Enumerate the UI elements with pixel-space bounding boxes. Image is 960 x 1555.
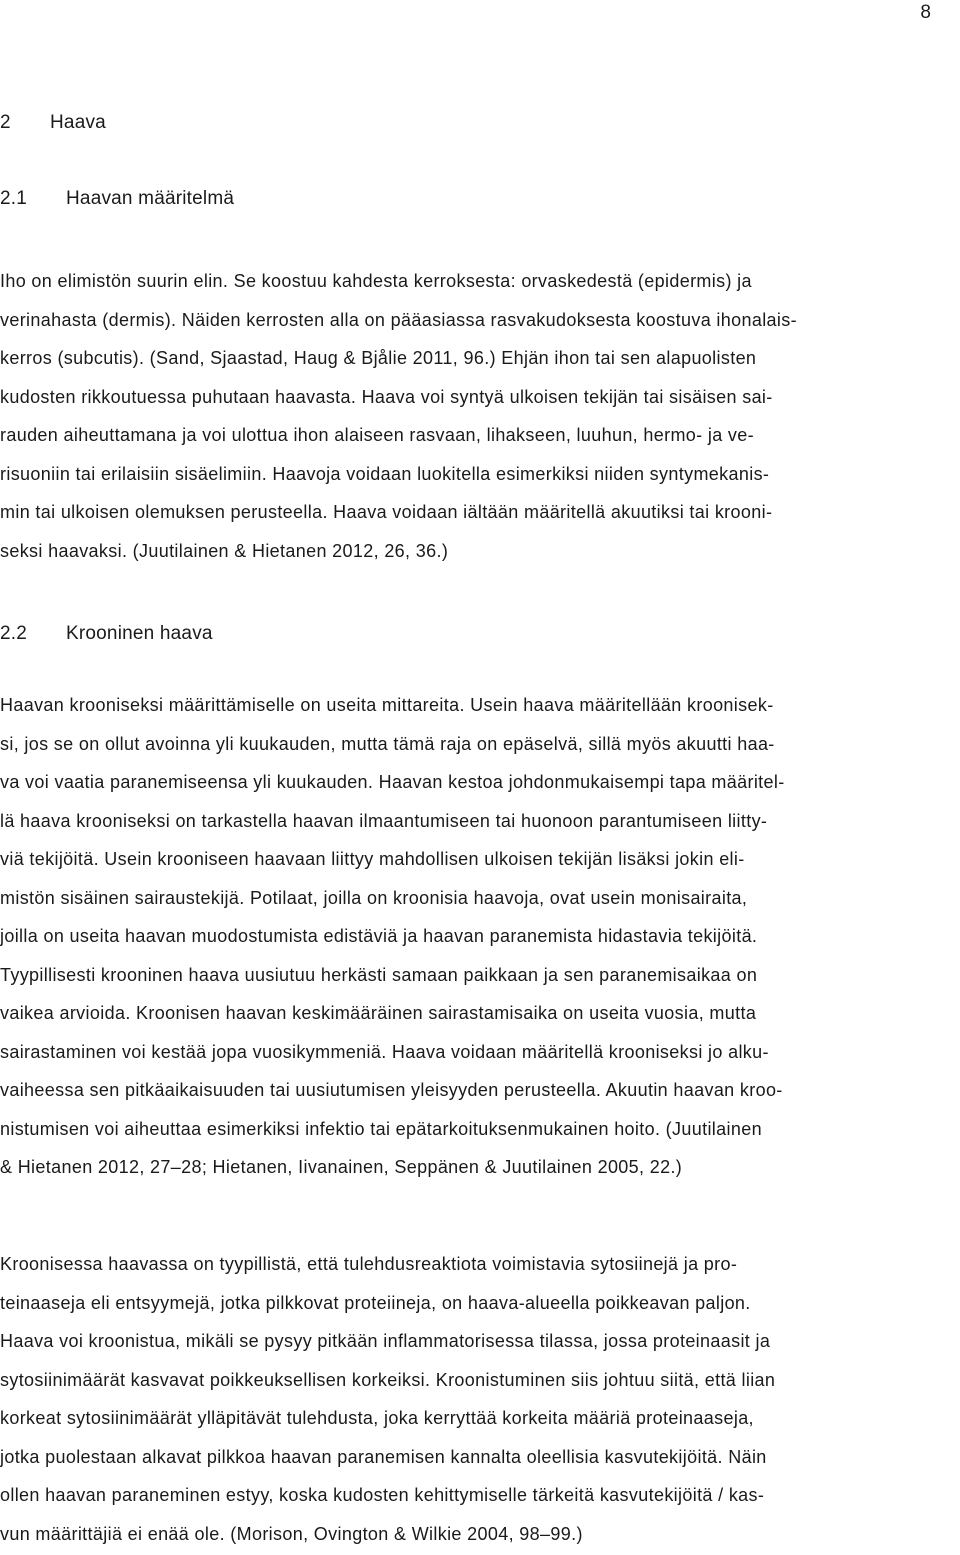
section-number: 2 — [0, 112, 11, 133]
text-line: vaiheessa sen pitkäaikaisuuden tai uusiutumisen yleisyyden perusteella. Akuutin haavan kroo- — [0, 1080, 783, 1100]
text-line: kerros (subcutis). (Sand, Sjaastad, Haug & Bjålie 2011, 96.) Ehjän ihon tai sen alapuolisten — [0, 348, 757, 368]
text-line: kudosten rikkoutuessa puhutaan haavasta. Haava voi syntyä ulkoisen tekijän tai sisäisen sai- — [0, 386, 773, 407]
text-line: korkeat sytosiinimäärät ylläpitävät tulehdusta, joka kerryttää korkeita määriä proteinaaseja, — [0, 1408, 754, 1428]
text-line: jotka puolestaan alkavat pilkkoa haavan paranemisen kannalta oleellisia kasvutekijöitä. Näin — [0, 1446, 767, 1467]
section-heading-2 — [0, 112, 106, 134]
text-line: min tai ulkoisen olemuksen perusteella. Haava voidaan iältään määritellä akuutiksi tai krooni- — [0, 502, 773, 522]
text-line: seksi haavaksi. (Juutilainen & Hietanen 2012, 26, 36.) — [0, 540, 449, 561]
section-heading-2-2 — [0, 623, 213, 645]
text-line: lä haava krooniseksi on tarkastella haavan ilmaantumiseen tai huonoon parantumiseen liitty- — [0, 810, 768, 831]
text-line: Iho on elimistön suurin elin. Se koostuu kahdesta kerroksesta: orvaskedestä (epidermis) ja — [0, 271, 752, 291]
text-line: joilla on useita haavan muodostumista edistäviä ja haavan paranemista hidastavia tekijöitä. — [0, 926, 758, 946]
text-line: Kroonisessa haavassa on tyypillistä, että tulehdusreaktiota voimistavia sytosiinejä ja pro- — [0, 1254, 738, 1274]
text-line: vaikea arvioida. Kroonisen haavan keskimääräinen sairastamisaika on useita vuosia, mutta — [0, 1003, 757, 1023]
text-line: sairastaminen voi kestää jopa vuosikymmeniä. Haava voidaan määritellä krooniseksi jo alku- — [0, 1041, 769, 1062]
text-line: rauden aiheuttamana ja voi ulottua ihon alaiseen rasvaan, lihakseen, luuhun, hermo- ja ve- — [0, 425, 754, 445]
paragraph-haavan-maaritelma — [0, 262, 958, 570]
text-line: vun määrittäjiä ei enää ole. (Morison, Ovington & Wilkie 2004, 98–99.) — [0, 1523, 583, 1544]
page-number: 8 — [920, 2, 931, 23]
paragraph-kroonistumisen-mekanismi — [0, 1245, 958, 1553]
text-line: mistön sisäinen sairaustekijä. Potilaat, joilla on kroonisia haavoja, ovat usein monisairaita, — [0, 887, 748, 908]
section-number: 2.1 — [0, 188, 28, 209]
text-line: nistumisen voi aiheuttaa esimerkiksi infektio tai epätarkoituksenmukainen hoito. (Juutilainen — [0, 1118, 762, 1139]
text-line: teinaaseja eli entsyymejä, jotka pilkkovat proteiineja, on haava-alueella poikkeavan paljon. — [0, 1292, 751, 1313]
text-line: & Hietanen 2012, 27–28; Hietanen, Iivanainen, Seppänen & Juutilainen 2005, 22.) — [0, 1157, 683, 1177]
section-title: Haava — [50, 112, 106, 133]
text-line: Tyypillisesti krooninen haava uusiutuu herkästi samaan paikkaan ja sen paranemisaikaa on — [0, 964, 758, 985]
text-line: sytosiinimäärät kasvavat poikkeuksellisen korkeiksi. Kroonistuminen siis johtuu siitä, että liian — [0, 1369, 776, 1390]
text-line: risuoniin tai erilaisiin sisäelimiin. Haavoja voidaan luokitella esimerkiksi niiden syntymekanis- — [0, 463, 770, 484]
section-title: Haavan määritelmä — [66, 188, 235, 209]
text-line: ollen haavan paraneminen estyy, koska kudosten kehittymiselle tärkeitä kasvutekijöitä / kas- — [0, 1485, 765, 1505]
section-number: 2.2 — [0, 623, 28, 644]
paragraph-krooninen-haava — [0, 686, 958, 1187]
section-heading-2-1 — [0, 188, 234, 210]
text-line: verinahasta (dermis). Näiden kerrosten alla on pääasiassa rasvakudoksesta koostuva ihonalais- — [0, 309, 797, 330]
text-line: va voi vaatia paranemiseensa yli kuukauden. Haavan kestoa johdonmukaisempi tapa määritel- — [0, 772, 785, 792]
text-line: Haava voi kroonistua, mikäli se pysyy pitkään inflammatorisessa tilassa, jossa proteinaasit ja — [0, 1331, 771, 1351]
text-line: viä tekijöitä. Usein krooniseen haavaan liittyy mahdollisen ulkoisen tekijän lisäksi jokin eli- — [0, 849, 745, 869]
text-line: si, jos se on ollut avoinna yli kuukauden, mutta tämä raja on epäselvä, sillä myös akuutti haa- — [0, 733, 775, 754]
text-line: Haavan krooniseksi määrittämiselle on useita mittareita. Usein haava määritellään kroonisek- — [0, 695, 774, 715]
section-title: Krooninen haava — [66, 623, 213, 644]
